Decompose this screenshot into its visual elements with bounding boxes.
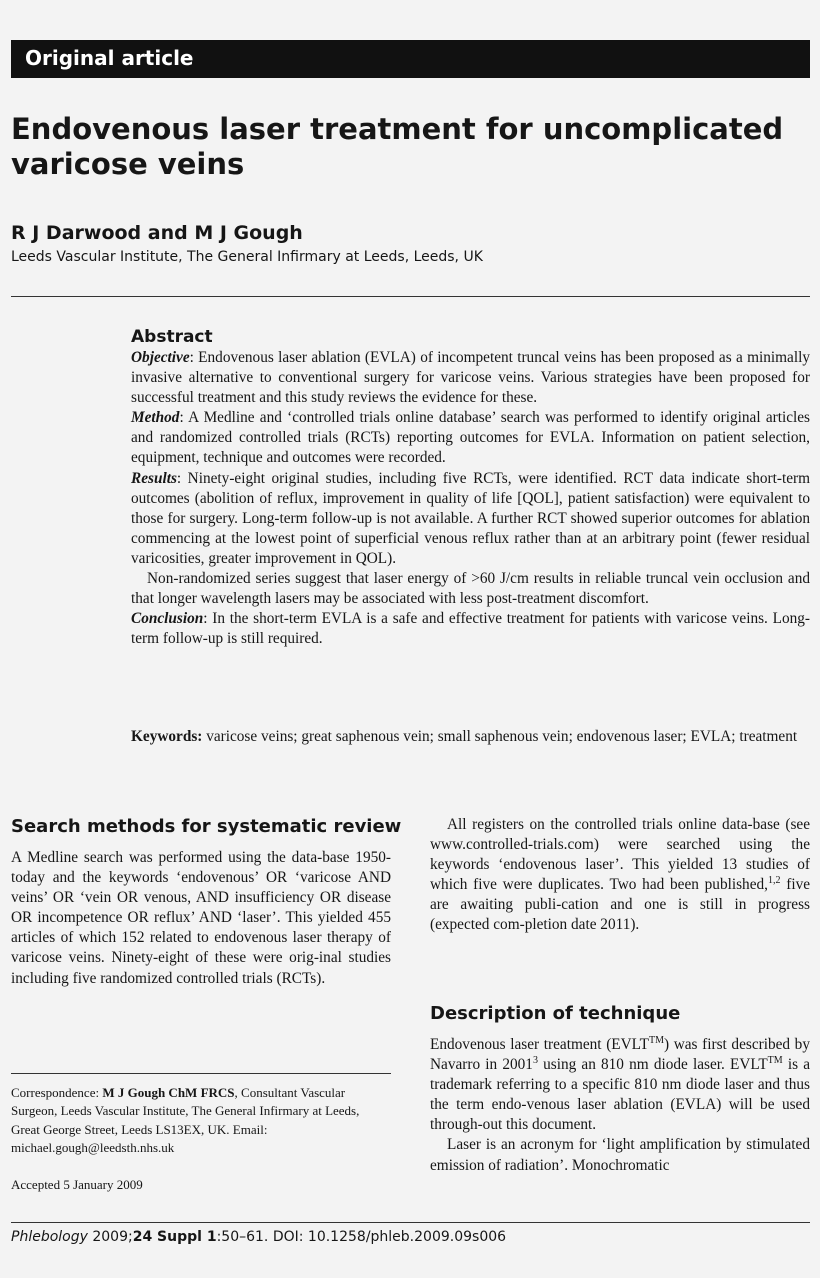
citation-ref: 3 bbox=[532, 1055, 538, 1066]
article-title: Endovenous laser treatment for uncomplicated varicose veins bbox=[11, 112, 784, 181]
technique-paragraph-1: Endovenous laser treatment (EVLT™) was first described by Navarro in 2001$^3$ using an 810 nm diode laser. EVLT™ is a trademark referring to a specific 810 nm diode laser and thus the term endo-venous laser ablation (EVLA) will be used through-out this document. bbox=[430, 1034, 810, 1134]
keywords-text: varicose veins; great saphenous vein; small saphenous vein; endovenous laser; EVLA; treatment bbox=[202, 728, 798, 745]
technique-body bbox=[430, 1035, 810, 1176]
trademark-sup: TM bbox=[767, 1055, 783, 1066]
abstract-nonrandomized: Non-randomized series suggest that laser energy of >60 J/cm results in reliable truncal vein occlusion and that longer wavelength lasers may be associated with less post-treatment discomfort. bbox=[131, 570, 810, 608]
registers-body bbox=[430, 815, 810, 936]
abstract-body bbox=[131, 348, 810, 649]
abstract-conclusion: Conclusion: In the short-term EVLA is a safe and effective treatment for patients with varicose veins. Long-term follow-up is still required. bbox=[131, 610, 810, 648]
technique-heading: Description of technique bbox=[430, 1003, 681, 1024]
abstract-heading: Abstract bbox=[131, 327, 213, 347]
article-authors: R J Darwood and M J Gough bbox=[11, 222, 303, 244]
citation-ref: 1,2 bbox=[767, 875, 781, 887]
search-methods-paragraph: A Medline search was performed using the data-base 1950-today and the keywords ‘endovenous’ OR ‘varicose AND veins’ OR ‘vein OR venous, AND insufficiency OR disease OR incompetence OR reflux’ AND ‘laser’. This yielded 455 articles of which 152 related to endovenous laser therapy of varicose veins. Ninety-eight of these were orig-inal studies including five randomized controlled trials (RCTs). bbox=[11, 849, 391, 987]
article-type-label: Original article bbox=[25, 46, 194, 70]
keywords-label: Keywords: bbox=[131, 728, 203, 745]
correspondence: Correspondence: M J Gough ChM FRCS, Consultant Vascular Surgeon, Leeds Vascular Institute, The General Infirmary at Leeds, Great George Street, Leeds LS13EX, UK. Email: michael.gough@leedsth.nhs.uk bbox=[11, 1085, 360, 1155]
footer-citation: Phlebology 2009;24 Suppl 1:50–61. DOI: 10.1258/phleb.2009.09s006 bbox=[11, 1229, 507, 1245]
abstract-objective: Objective: Endovenous laser ablation (EVLA) of incompetent truncal veins has been proposed as a minimally invasive alternative to conventional surgery for varicose veins. Various strategies have been proposed for successful treatment and this study reviews the evidence for these. bbox=[131, 349, 810, 407]
correspondence-divider bbox=[11, 1073, 391, 1074]
registers-paragraph: All registers on the controlled trials online data-base (see www.controlled-trials.com) were searched using the keywords ‘endovenous laser’. This yielded 13 studies of which five were duplicates. Two had been published,$^{1,2}$ five are awaiting publi-cation and one is still in progress (expected com-pletion date 2011). bbox=[430, 816, 811, 934]
technique-paragraph-2: Laser is an acronym for ‘light amplification by stimulated emission of radiation’. Monochromatic bbox=[430, 1136, 810, 1174]
article-affiliation: Leeds Vascular Institute, The General Infirmary at Leeds, Leeds, UK bbox=[11, 249, 483, 265]
journal-name: Phlebology bbox=[11, 1229, 88, 1245]
header-divider bbox=[11, 296, 810, 297]
keywords bbox=[131, 727, 810, 747]
abstract-method: Method: A Medline and ‘controlled trials online database’ search was performed to identify original articles and randomized controlled trials (RCTs) reporting outcomes for EVLA. Information on patient selection, equipment, technique and outcomes were recorded. bbox=[131, 409, 810, 467]
accepted-date: Accepted 5 January 2009 bbox=[11, 1177, 143, 1192]
footer-divider bbox=[11, 1222, 810, 1223]
search-methods-body bbox=[11, 848, 391, 989]
trademark-sup: TM bbox=[648, 1034, 664, 1046]
search-methods-heading: Search methods for systematic review bbox=[11, 816, 402, 837]
correspondence-name: M J Gough ChM FRCS bbox=[102, 1085, 235, 1100]
abstract-results: Results: Ninety-eight original studies, including five RCTs, were identified. RCT data indicate short-term outcomes (abolition of reflux, improvement in quality of life [QOL], patient satisfaction) were equivalent to those for surgery. Long-term follow-up is not available. A further RCT showed superior outcomes for ablation commencing at the lowest point of superficial venous reflux rather than at an arbitrary point (fewer residual varicosities, greater improvement in QOL). bbox=[131, 469, 810, 567]
journal-volume: 24 Suppl 1 bbox=[132, 1229, 217, 1245]
article-type-banner bbox=[11, 40, 810, 78]
